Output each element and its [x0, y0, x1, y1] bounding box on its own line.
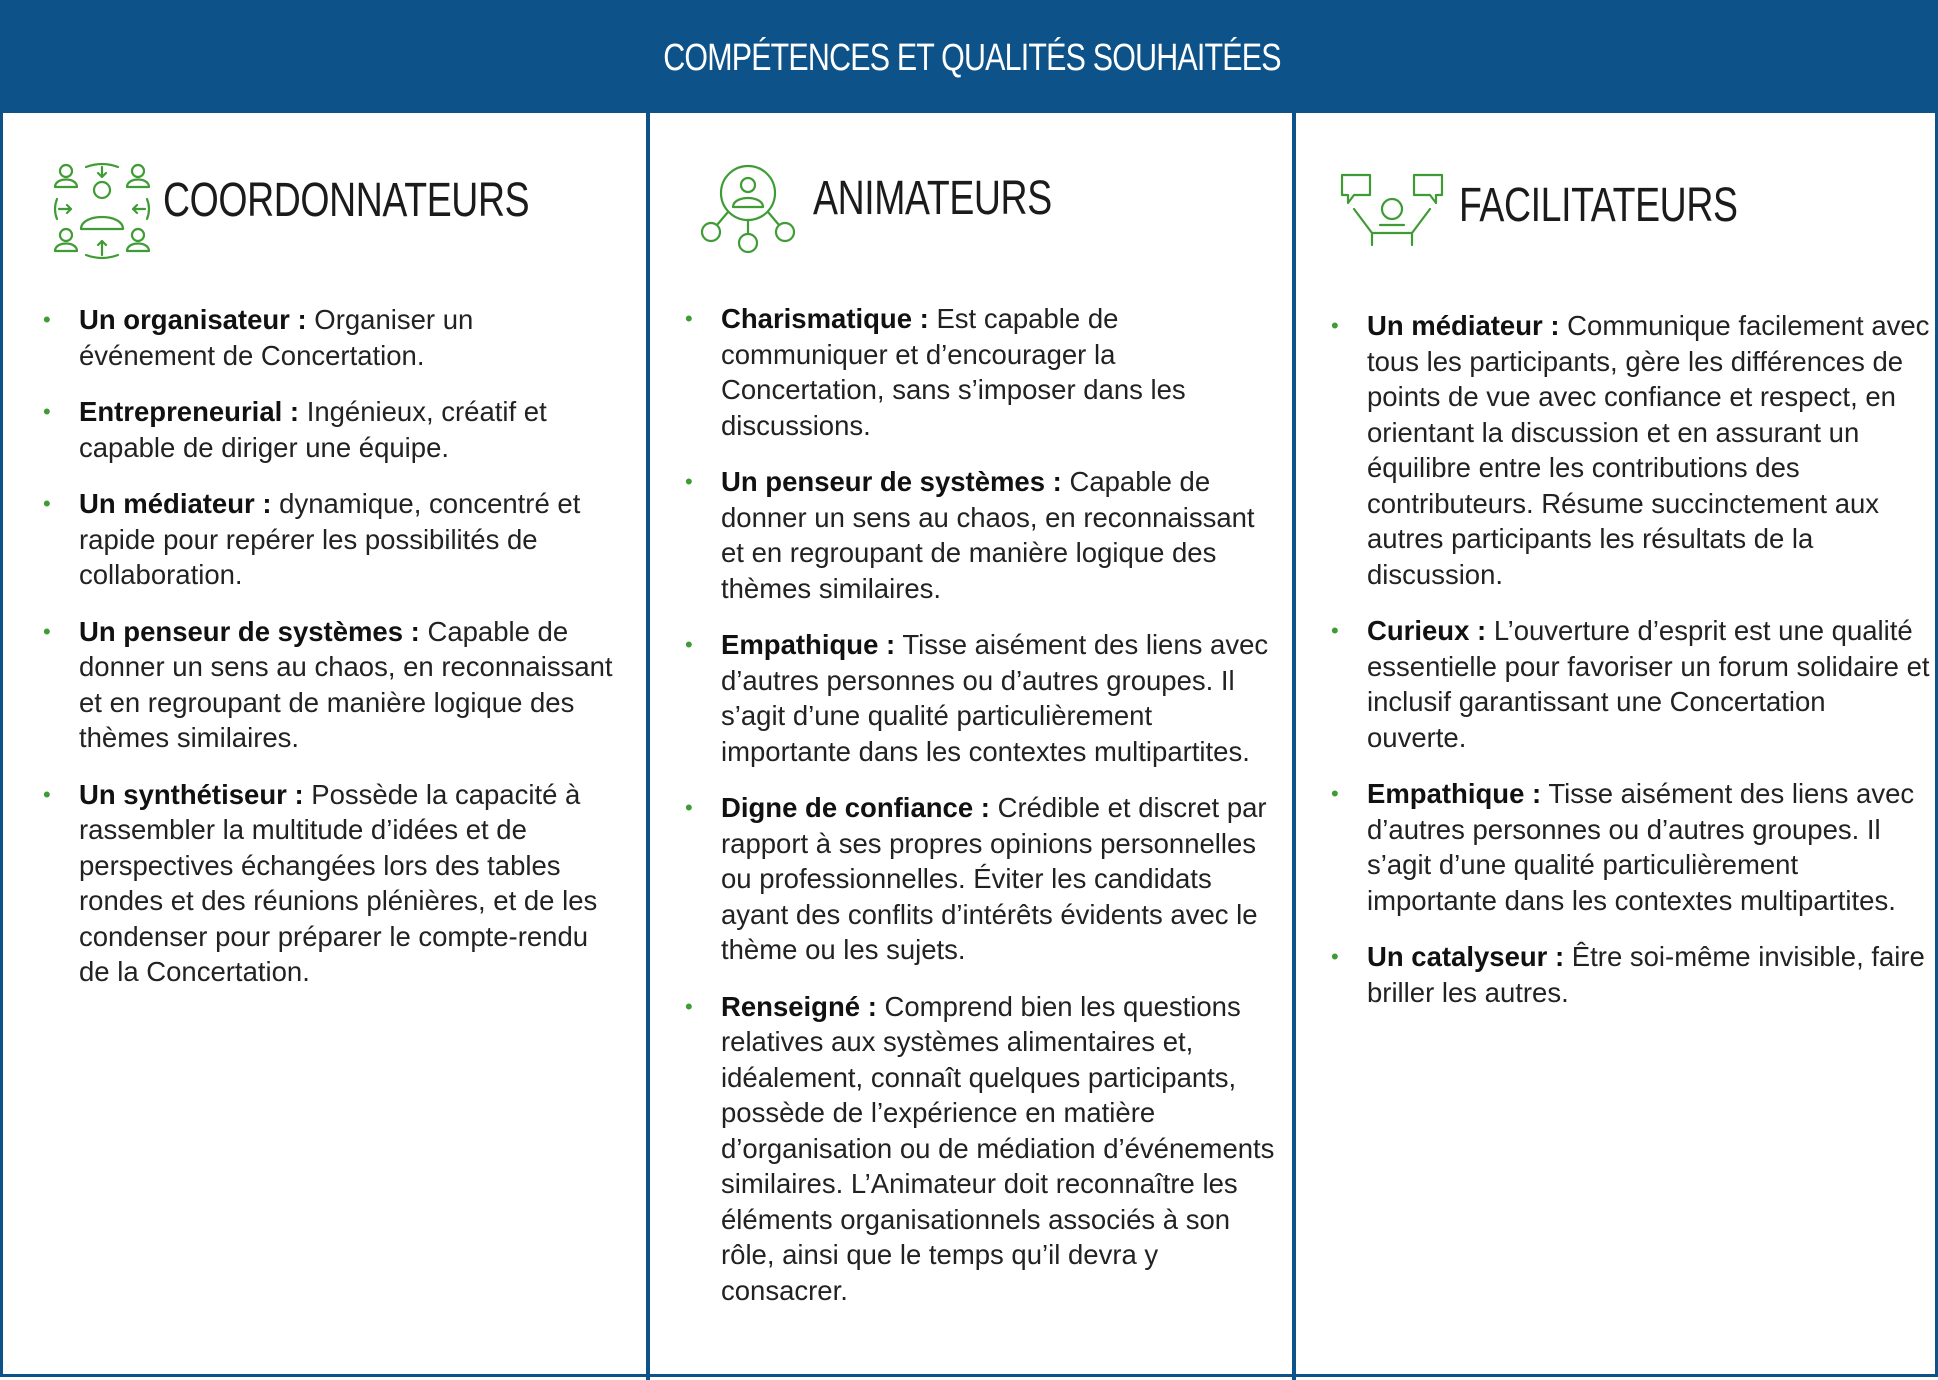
list-item: • Empathique : Tisse aisément des liens avec d’autres personnes ou d’autres groupes. Il s’agit d’une qualité particulièrement importante dans les contextes multipartites.: [1331, 778, 1915, 916]
bullet-icon: •: [43, 491, 51, 516]
column-title: FACILITATEURS: [1459, 179, 1738, 232]
list-item: • Empathique : Tisse aisément des liens avec d’autres personnes ou d’autres groupes. Il s’agit d’une qualité particulièrement importante dans les contextes multipartites.: [685, 629, 1269, 767]
bullet-icon: •: [1331, 313, 1339, 338]
speech-bubbles-person-icon: [1340, 173, 1444, 247]
list-item: • Un penseur de systèmes : Capable de donner un sens au chaos, en reconnaissant et en regroupant de manière logique des thèmes similaires.: [685, 466, 1255, 604]
bullet-icon: •: [43, 307, 51, 332]
list-item: • Un organisateur : Organiser un événement de Concertation.: [43, 304, 474, 371]
qualities-list: [685, 301, 1275, 1329]
list-item: • Entrepreneurial : Ingénieux, créatif et capable de diriger une équipe.: [43, 396, 547, 463]
bullet-icon: •: [1331, 944, 1339, 969]
column-facilitateurs: [1296, 113, 1938, 1377]
bullet-icon: •: [43, 399, 51, 424]
list-item: • Charismatique : Est capable de communiquer et d’encourager la Concertation, sans s’imposer dans les discussions.: [685, 303, 1186, 441]
bullet-icon: •: [1331, 618, 1339, 643]
team-coordination-icon: [51, 161, 153, 261]
column-coordonnateurs: [3, 113, 646, 1377]
column-title: ANIMATEURS: [813, 172, 1052, 225]
list-item: • Digne de confiance : Crédible et discret par rapport à ses propres opinions personnelles ou professionnelles. Éviter les candidats ayant des conflits d’intérêts évidents avec le thème ou les sujets.: [685, 792, 1267, 965]
bullet-icon: •: [685, 795, 693, 820]
list-item: • Un penseur de systèmes : Capable de donner un sens au chaos, en reconnaissant et en regroupant de manière logique des thèmes similaires.: [43, 615, 613, 753]
table-header: [3, 3, 1938, 113]
list-item: • Curieux : L’ouverture d’esprit est une qualité essentielle pour favoriser un forum solidaire et inclusif garantissant une Concertation ouverte.: [1331, 615, 1930, 753]
network-person-icon: [699, 163, 797, 255]
list-item: • Un médiateur : dynamique, concentré et rapide pour repérer les possibilités de collaboration.: [43, 488, 581, 590]
column-title: COORDONNATEURS: [163, 174, 530, 227]
list-item: • Un catalyseur : Être soi-même invisible, faire briller les autres.: [1331, 941, 1925, 1008]
bullet-icon: •: [685, 993, 693, 1019]
column-animateurs: [650, 113, 1292, 1377]
table-title: COMPÉTENCES ET QUALITÉS SOUHAITÉES: [663, 36, 1281, 79]
bullet-icon: •: [685, 469, 693, 494]
bullet-icon: •: [1331, 781, 1339, 806]
list-item: • Un synthétiseur : Possède la capacité à rassembler la multitude d’idées et de perspectives échangées lors des tables rondes et des réunions plénières, et de les condenser pour préparer le compte-rendu de la Concertation.: [43, 778, 598, 987]
bullet-icon: •: [43, 618, 51, 644]
qualities-list: [1331, 308, 1931, 1031]
bullet-icon: •: [685, 306, 693, 331]
qualities-list: [43, 302, 613, 1011]
bullet-icon: •: [43, 781, 51, 807]
list-item: • Un médiateur : Communique facilement avec tous les participants, gère les différences de points de vue avec confiance et respect, en orientant la discussion et en assurant un équilibre entre les contributions des contributeurs. Résume succinctement aux autres participants les résultats de la discussion.: [1331, 310, 1930, 590]
list-item: • Renseigné : Comprend bien les questions relatives aux systèmes alimentaires et, idéalement, connaît quelques participants, possède de l’expérience en matière d’organisation ou de médiation d’événements similaires. L’Animateur doit reconnaître les éléments organisationnels associés à son rôle, ainsi que le temps qu’il devra y consacrer.: [685, 990, 1275, 1306]
bullet-icon: •: [685, 632, 693, 657]
